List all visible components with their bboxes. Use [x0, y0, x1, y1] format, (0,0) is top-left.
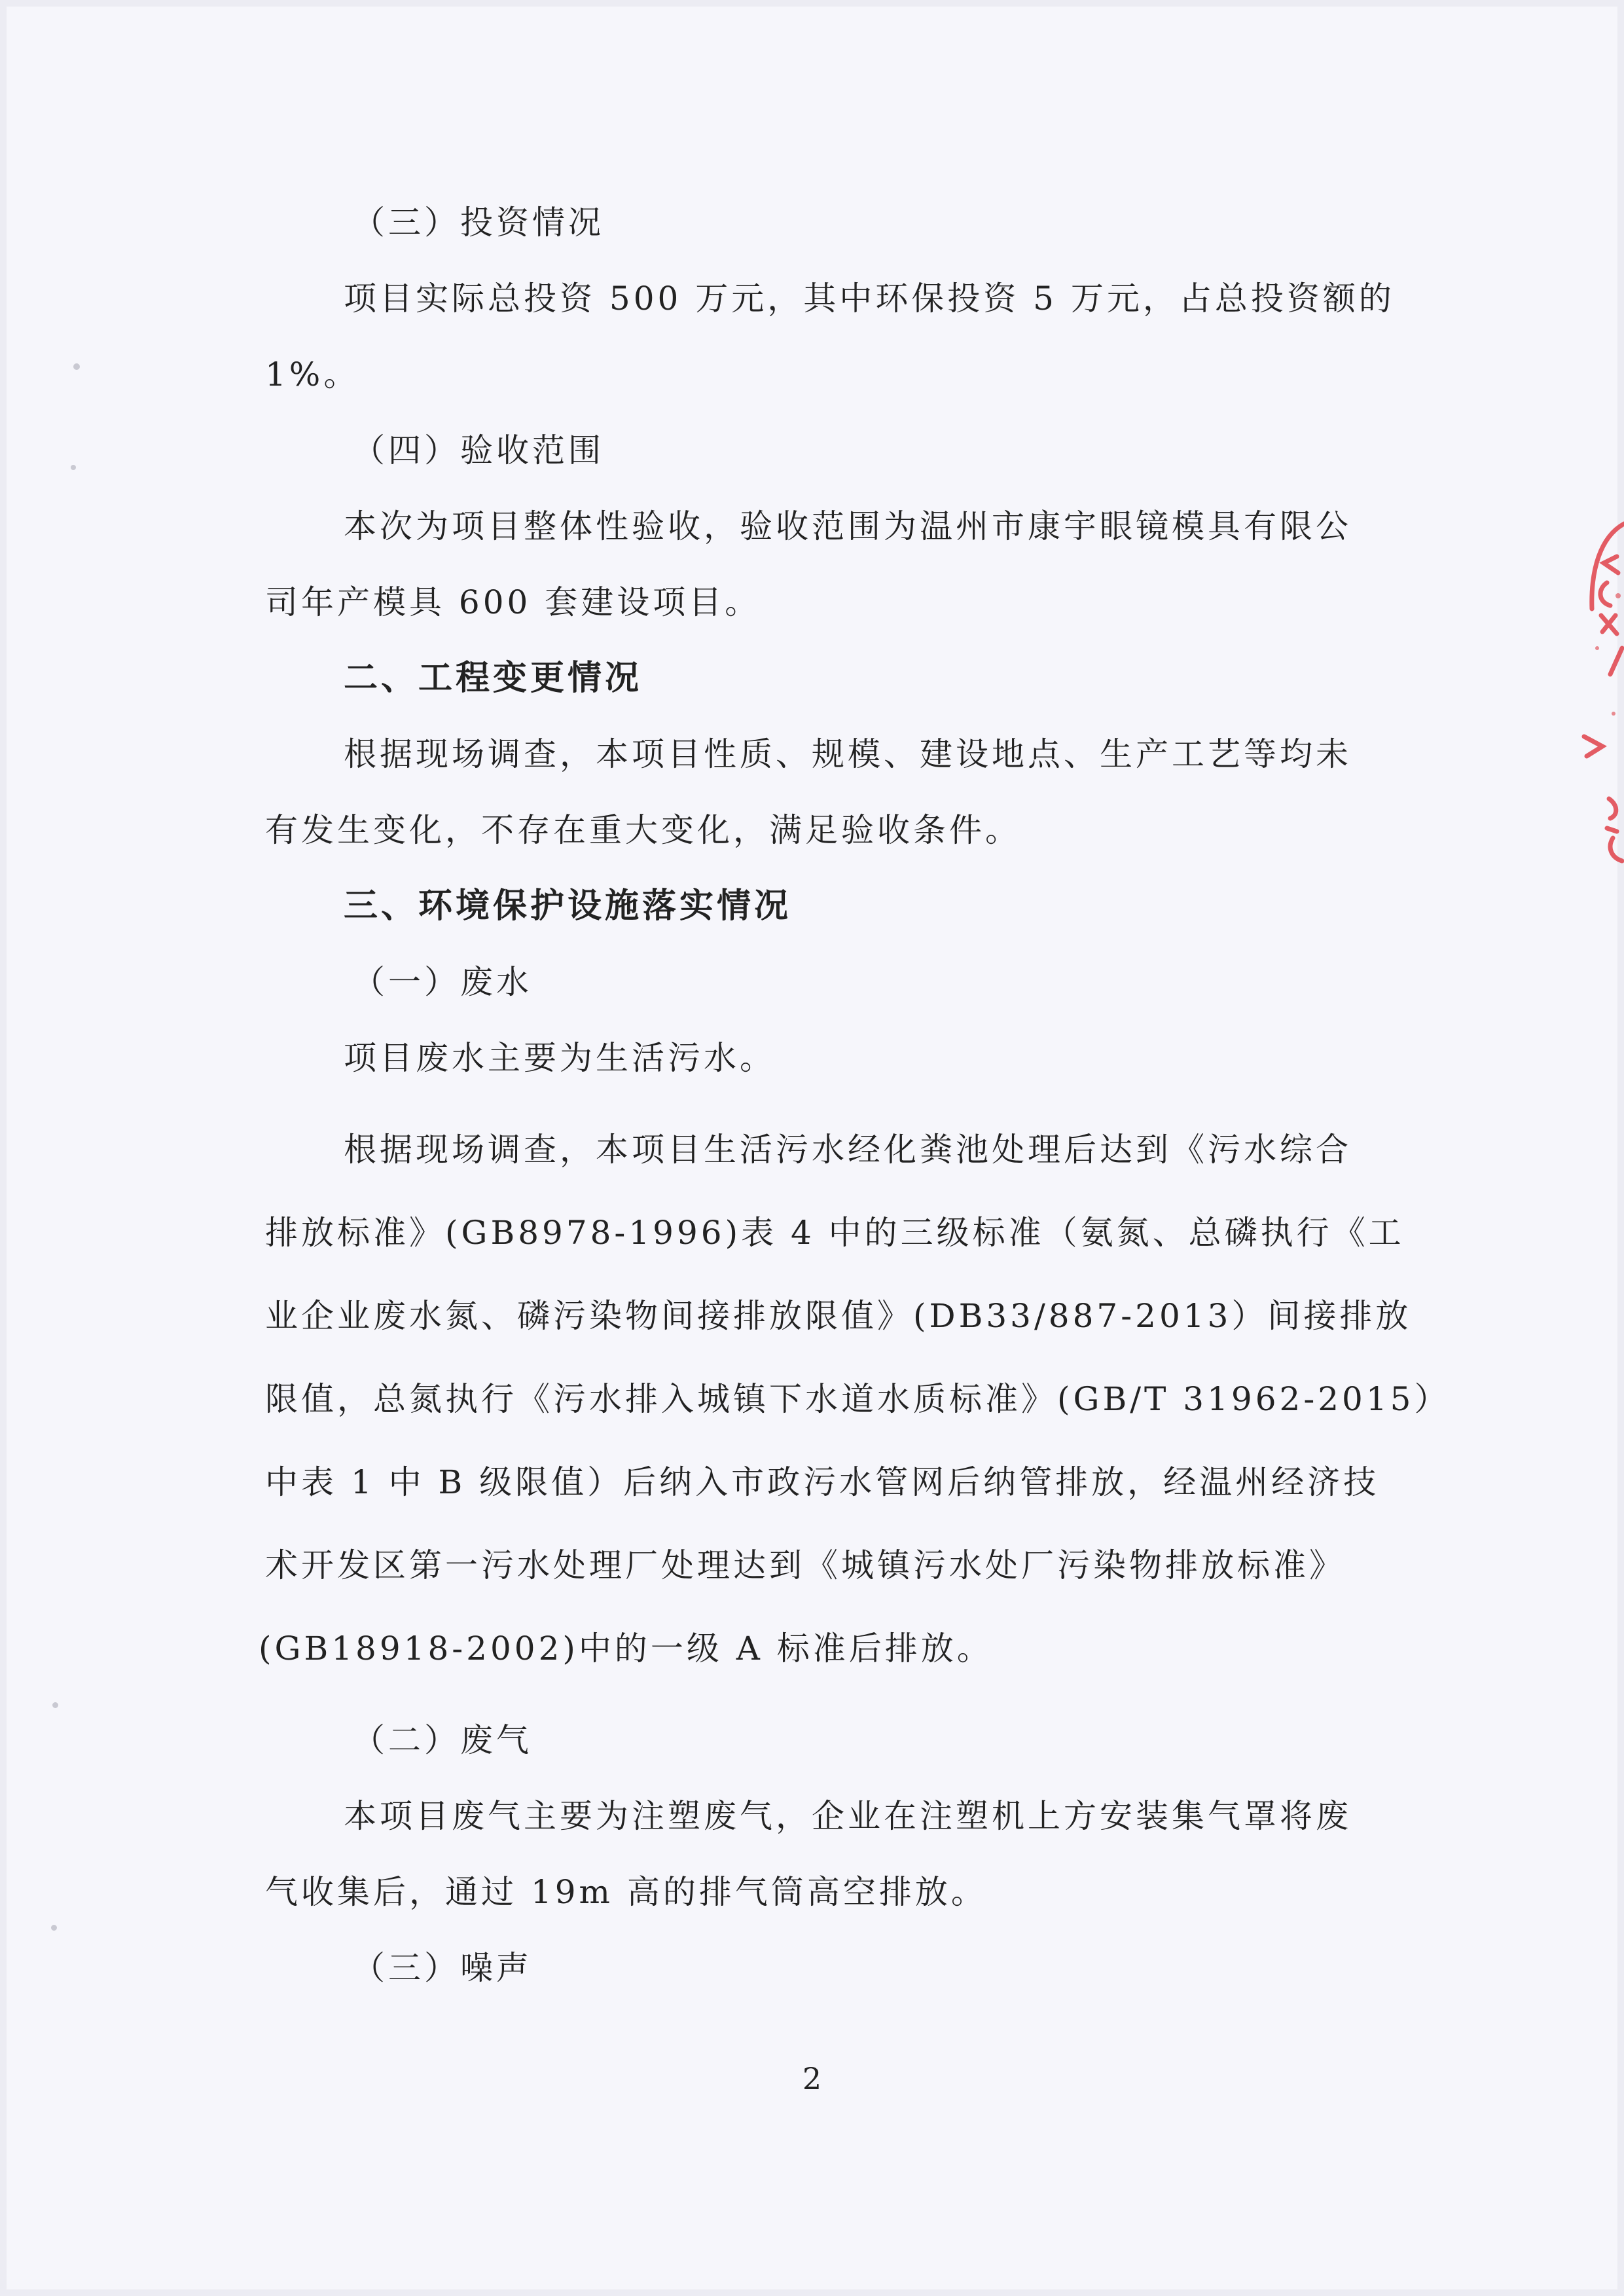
wastewater-detail-line-4: 限值，总氮执行《污水排入城镇下水道水质标准》(GB/T 31962-2015）	[265, 1380, 1451, 1418]
acceptance-scope-line-2: 司年产模具 600 套建设项目。	[265, 583, 761, 621]
exhaust-gas-line-2: 气收集后，通过 19m 高的排气筒高空排放。	[265, 1873, 987, 1911]
scan-speck	[51, 1925, 57, 1931]
subsection-wastewater-heading: （一）废水	[352, 963, 532, 1001]
section-engineering-changes-heading: 二、工程变更情况	[344, 658, 643, 698]
wastewater-detail-line-3: 业企业废水氮、磷污染物间接排放限值》(DB33/887-2013）间接排放	[265, 1297, 1412, 1335]
scan-speck	[71, 465, 76, 470]
wastewater-intro-line: 项目废水主要为生活污水。	[344, 1039, 776, 1077]
page-number: 2	[802, 2061, 822, 2096]
wastewater-detail-line-2: 排放标准》(GB8978-1996)表 4 中的三级标准（氨氮、总磷执行《工	[265, 1214, 1405, 1252]
scan-speck	[52, 1702, 58, 1708]
wastewater-detail-line-6: 术开发区第一污水处理厂处理达到《城镇污水处厂污染物排放标准》	[265, 1546, 1345, 1584]
acceptance-scope-line-1: 本次为项目整体性验收，验收范围为温州市康宇眼镜模具有限公	[344, 507, 1352, 545]
engineering-changes-line-2: 有发生变化，不存在重大变化，满足验收条件。	[265, 811, 1021, 849]
section-investment-heading: （三）投资情况	[352, 204, 604, 242]
seal-stamp-fragment-icon	[1545, 517, 1624, 871]
engineering-changes-line-1: 根据现场调查，本项目性质、规模、建设地点、生产工艺等均未	[344, 735, 1352, 773]
section-acceptance-scope-heading: （四）验收范围	[352, 431, 604, 469]
wastewater-detail-line-5: 中表 1 中 B 级限值）后纳入市政污水管网后纳管排放，经温州经济技	[265, 1463, 1380, 1501]
subsection-exhaust-gas-heading: （二）废气	[352, 1721, 532, 1759]
subsection-noise-heading: （三）噪声	[352, 1949, 532, 1987]
scan-speck	[73, 363, 80, 370]
exhaust-gas-line-1: 本项目废气主要为注塑废气，企业在注塑机上方安装集气罩将废	[344, 1797, 1352, 1835]
wastewater-detail-line-1: 根据现场调查，本项目生活污水经化粪池处理后达到《污水综合	[344, 1131, 1352, 1169]
section-env-protection-heading: 三、环境保护设施落实情况	[344, 886, 792, 926]
investment-line-2: 1%。	[265, 355, 360, 393]
investment-line-1: 项目实际总投资 500 万元，其中环保投资 5 万元，占总投资额的	[344, 280, 1395, 318]
wastewater-detail-line-7: (GB18918-2002)中的一级 A 标准后排放。	[259, 1630, 993, 1667]
